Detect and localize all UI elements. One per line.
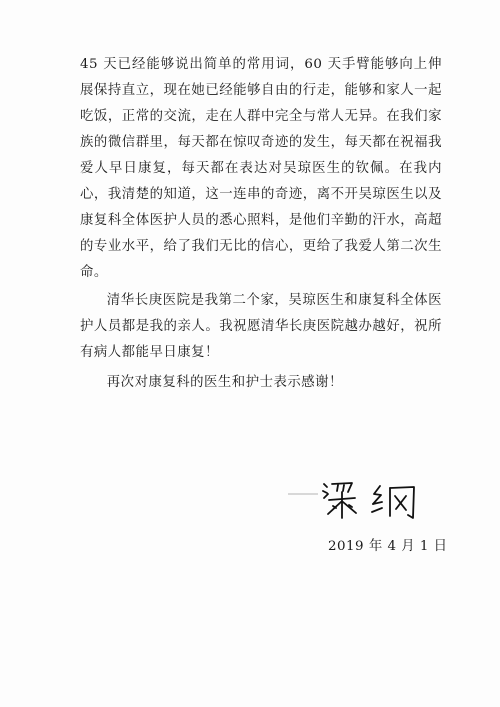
- paragraph-1: 45 天已经能够说出简单的常用词，60 天手臂能够向上伸展保持直立，现在她已经能够自由的行走，能够和家人一起吃饭，正常的交流，走在人群中完全与常人无异。在我们家族的微信群里，每天都在惊叹奇迹的发生，每天都在祝福我爱人早日康复，每天都在表达对吴琼医生的钦佩。在我内心，我清楚的知道，这一连串的奇迹，离不开吴琼医生以及康复科全体医护人员的悉心照料，是他们辛勤的汗水，高超的专业水平，给了我们无比的信心，更给了我爱人第二次生命。: [80, 57, 442, 280]
- handwritten-signature: [318, 478, 458, 522]
- letter-body: [80, 52, 442, 396]
- paragraph-3: 再次对康复科的医生和护士表示感谢！: [106, 375, 343, 390]
- paragraph-2: 清华长庚医院是我第二个家，吴琼医生和康复科全体医护人员都是我的亲人。我祝愿清华长庚医院越办越好，祝所有病人都能早日康复！: [80, 293, 442, 360]
- signature-dash: [288, 493, 318, 495]
- letter-date: 2019 年 4 月 1 日: [328, 539, 448, 554]
